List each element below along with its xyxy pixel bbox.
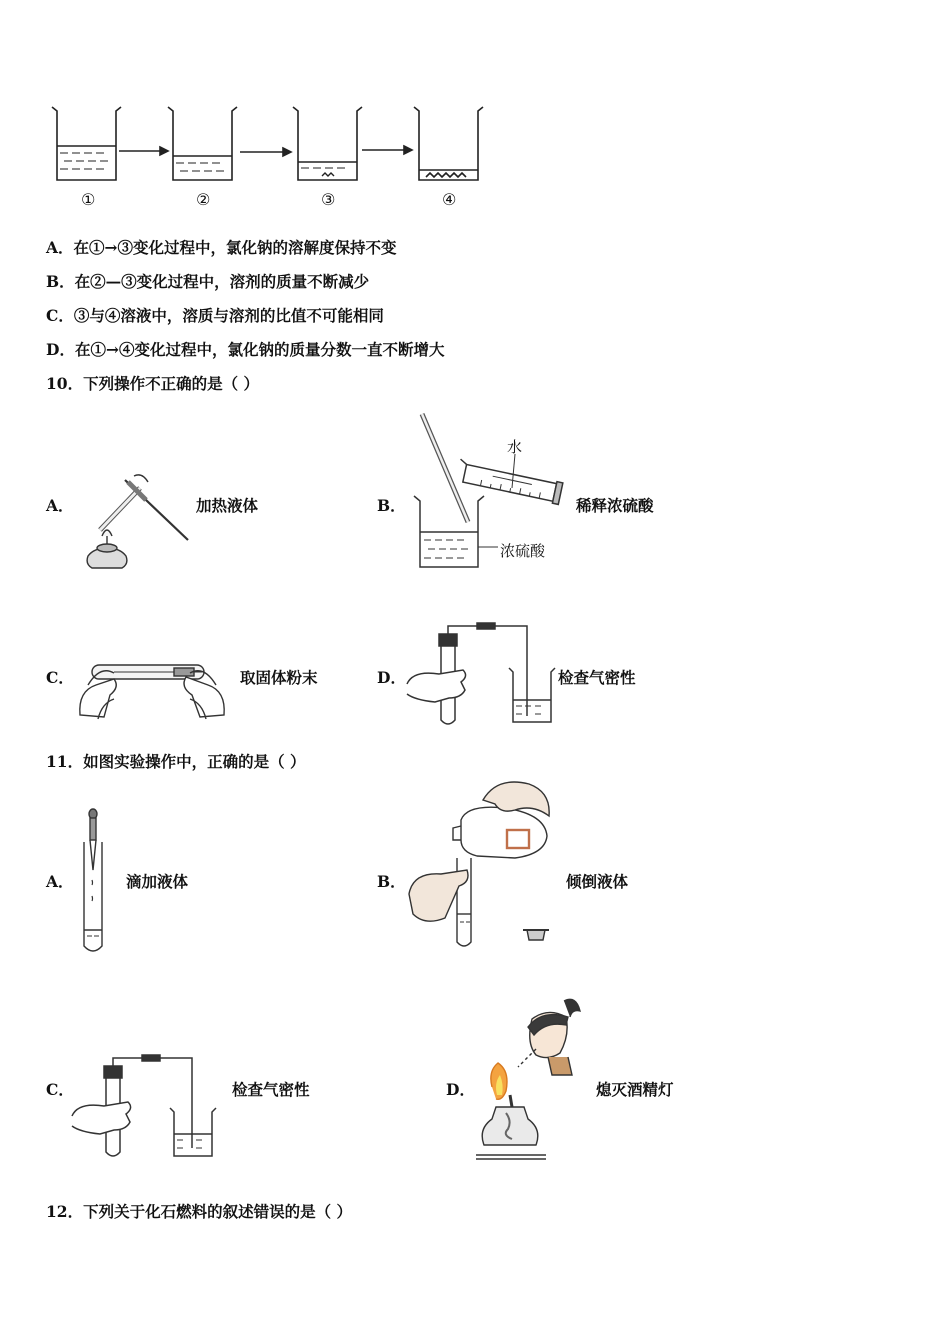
q10-option-b-letter: B．: [377, 496, 406, 515]
beaker-label-4: ④: [442, 190, 457, 209]
beaker-label-3: ③: [321, 190, 336, 209]
q10-option-a-letter: A．: [46, 496, 74, 515]
q11-option-b-caption: 倾倒液体: [566, 872, 629, 891]
q11-option-c-caption: 检查气密性: [232, 1080, 310, 1099]
beaker-4-icon: [414, 107, 483, 180]
q11-option-c-letter: C．: [46, 1080, 74, 1099]
beaker-1-icon: [52, 107, 121, 180]
q10-a-heating-liquid-figure: [70, 468, 200, 578]
beaker-3-icon: [293, 107, 362, 180]
q11-option-a-caption: 滴加液体: [126, 872, 189, 891]
q10-option-d-letter: D．: [377, 668, 406, 687]
q9-option-d: D．在①→④变化过程中，氯化钠的质量分数一直不断增大: [46, 340, 445, 359]
q10-d-airtightness-figure: [405, 618, 565, 730]
q10-c-solid-powder-figure: [74, 655, 234, 725]
q11-a-dropper-figure: [76, 806, 116, 956]
q10-stem: 10．下列操作不正确的是（ ）: [46, 374, 259, 393]
q9-beaker-sequence-figure: [0, 0, 950, 220]
q11-option-d-caption: 熄灭酒精灯: [596, 1080, 674, 1099]
beaker-label-2: ②: [196, 190, 211, 209]
label-concentrated-acid: 浓硫酸: [500, 542, 546, 560]
q10-option-c-caption: 取固体粉末: [240, 668, 318, 687]
q12-stem: 12．下列关于化石燃料的叙述错误的是（ ）: [46, 1202, 352, 1221]
q9-option-b: B．在②—③变化过程中，溶剂的质量不断减少: [46, 272, 370, 291]
label-water: 水: [507, 438, 523, 456]
q11-stem: 11．如图实验操作中，正确的是（ ）: [46, 752, 306, 771]
q11-c-airtightness-figure: [70, 1050, 230, 1162]
q11-d-alcohol-lamp-figure: [476, 995, 596, 1165]
q11-option-d-letter: D．: [446, 1080, 475, 1099]
q11-option-a-letter: A．: [46, 872, 74, 891]
q10-option-d-caption: 检查气密性: [558, 668, 636, 687]
q9-option-a: A．在①→③变化过程中，氯化钠的溶解度保持不变: [46, 238, 397, 257]
beaker-label-1: ①: [81, 190, 96, 209]
q9-option-c: C．③与④溶液中，溶质与溶剂的比值不可能相同: [46, 306, 384, 325]
q11-b-pouring-liquid-figure: [405, 774, 565, 954]
q10-option-c-letter: C．: [46, 668, 74, 687]
q10-option-b-caption: 稀释浓硫酸: [576, 496, 654, 515]
q10-option-a-caption: 加热液体: [196, 496, 259, 515]
beaker-2-icon: [168, 107, 237, 180]
q11-option-b-letter: B．: [377, 872, 406, 891]
